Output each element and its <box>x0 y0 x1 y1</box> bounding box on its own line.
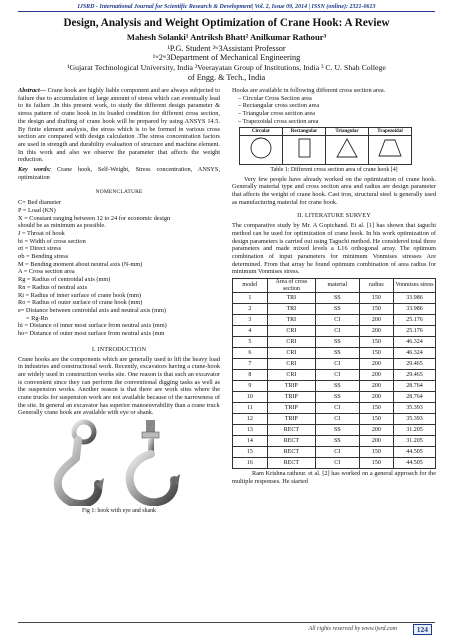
footer-text: All rights reserved by www.ijsrd.com <box>308 626 397 632</box>
paragraph-optimization: Very few people have already worked on the optimization of crane hook. Generally material type and cross section area and radius are design parameter that affects the weight of crane hook. Cast iron, structural steel is generally used as manufacturing material for crane hook. <box>232 175 436 206</box>
table-cell: 200 <box>359 392 393 403</box>
authors: Mahesh Solanki¹ Antriksh Bhatt² Anilkumar Rathour³ <box>126 32 327 42</box>
table-cell: CRI <box>267 359 315 370</box>
table-cell: 25.176 <box>394 326 436 337</box>
literature-heading: II. LITERATURE SURVEY <box>297 212 371 220</box>
table-cell: 200 <box>359 326 393 337</box>
nomenclature-item: C= Bed diameter <box>18 199 62 207</box>
figure-1-caption: Fig 1: hook with eye and shank <box>82 508 156 515</box>
table-cell: TRIP <box>267 381 315 392</box>
table-1-caption: Table 1: Different cross section area of crane hook [4] <box>270 166 398 173</box>
table-row <box>233 337 436 348</box>
table-cell: 31.205 <box>394 425 436 436</box>
nomenclature-item: M = Bending moment about neutral axis (N-mm) <box>18 260 143 268</box>
shape-header: Triangular <box>326 127 369 136</box>
list-item: – Trapezoidal cross section area <box>238 117 319 125</box>
nomenclature-item: ho= Distance of outer most surface from neutral axis (mm <box>18 330 165 338</box>
table-row <box>233 326 436 337</box>
table-row <box>233 304 436 315</box>
cross-section-list <box>232 95 436 126</box>
table-cell: TRIP <box>267 414 315 425</box>
table-cell: SS <box>315 293 359 304</box>
nomenclature-item: J = Throat of hook <box>18 229 65 237</box>
affiliation-line-4: of Engg. & Tech., India <box>187 73 266 82</box>
table-cell: 29.465 <box>394 359 436 370</box>
table-cell: 4 <box>233 326 268 337</box>
table-row <box>233 315 436 326</box>
crane-hook-illustration <box>18 418 220 506</box>
column-header: material <box>315 279 359 293</box>
table-cell: 5 <box>233 337 268 348</box>
paper-title: Design, Analysis and Weight Optimization of Crane Hook: A Review <box>63 17 390 29</box>
intro-paragraph-2: Generally crane hook are available with eye or shank. <box>18 409 154 417</box>
table-cell: 1 <box>233 293 268 304</box>
table-cell: RECT <box>267 436 315 447</box>
shape-header: Circular <box>240 127 283 136</box>
table-cell: 6 <box>233 348 268 359</box>
nomenclature-item: e= Distance between centroidal axis and neutral axis (mm) <box>18 306 166 314</box>
table-row <box>233 348 436 359</box>
table-cell: TRIP <box>267 392 315 403</box>
table-cell: SS <box>315 381 359 392</box>
table-cell: 31.205 <box>394 436 436 447</box>
nomenclature-item: Rg = Radius of centroidal axis (mm) <box>18 276 111 284</box>
page-footer <box>18 622 435 634</box>
table-cell: 200 <box>359 425 393 436</box>
closing-paragraph: Ram Krishna rathour. et al. [2] has worked on a general approach for the multiple responses. He started <box>232 470 436 485</box>
table-row <box>233 381 436 392</box>
nomenclature-item: = Rg-Rn <box>26 314 48 322</box>
literature-paragraph: The comparative study by Mr. A Gopichand. Et al. [1] has shown that taguchi method can be used for optimization of crane hook. In his work optimization of design parameters is carried out using Taguchi method. He considered total three parameters and made mixed levels a L16 orthogonal array. The optimum combination of input parameters for minimum Vonmises stresses Are determined. From that array he found optimum combination of area radius for minimum Vonmises stress. <box>232 222 436 276</box>
table-cell: 200 <box>359 370 393 381</box>
trapezoid-icon <box>371 136 409 160</box>
table-row <box>233 293 436 304</box>
table-cell: 10 <box>233 392 268 403</box>
eye-hook-icon <box>58 422 104 504</box>
list-item: – Rectangular cross section area <box>238 102 320 110</box>
table-cell: SS <box>315 425 359 436</box>
table-cell: TRIP <box>267 403 315 414</box>
column-header: Vonmises stress <box>394 279 436 293</box>
table-cell: CI <box>315 370 359 381</box>
keywords-text: Crane hook, Self-Weight, Stress concentration, ANSYS, optimization <box>18 166 220 181</box>
table-cell: 44.505 <box>394 458 436 469</box>
table-cell: SS <box>315 392 359 403</box>
keywords <box>18 166 220 181</box>
table-row <box>233 447 436 458</box>
nomenclature-item: bi = Width of cross section <box>18 237 86 245</box>
table-cell: 44.505 <box>394 447 436 458</box>
table-cell: CI <box>315 403 359 414</box>
cross-section-shapes-table <box>239 127 412 165</box>
table-row <box>233 370 436 381</box>
triangle-icon <box>328 136 366 160</box>
left-column <box>18 87 220 517</box>
table-cell: 2 <box>233 304 268 315</box>
table-cell: CRI <box>267 370 315 381</box>
table-row <box>233 458 436 469</box>
shank-hook-icon <box>130 420 180 502</box>
table-cell: 29.465 <box>394 370 436 381</box>
cross-section-intro: Hooks are available in following different cross section area. <box>232 87 386 94</box>
table-cell: CI <box>315 414 359 425</box>
nomenclature-item: σb = Bending stress <box>18 253 69 261</box>
nomenclature-item: σt = Direct stress <box>18 245 62 253</box>
table-cell: 200 <box>359 436 393 447</box>
affiliation-line-1: ¹P.G. Student ²ʷ3Assistant Professor <box>167 44 286 53</box>
nomenclature-item: Rn = Radius of neutral axis <box>18 283 88 291</box>
table-cell: CRI <box>267 326 315 337</box>
table-cell: 28.764 <box>394 381 436 392</box>
list-item: – Triangular cross section area <box>238 110 315 118</box>
table-cell: 9 <box>233 381 268 392</box>
table-cell: SS <box>315 304 359 315</box>
table-cell: RECT <box>267 425 315 436</box>
figure-1 <box>18 418 220 506</box>
journal-header: IJSRD - International Journal for Scientific Research & Development| Vol. 2, Issue 09, 2014 | ISSN (online): 2321-0613 <box>18 4 435 12</box>
table-row <box>233 403 436 414</box>
table-cell: RECT <box>267 458 315 469</box>
table-cell: CRI <box>267 348 315 359</box>
table-cell: 200 <box>359 315 393 326</box>
table-row <box>233 359 436 370</box>
table-cell: CI <box>315 447 359 458</box>
circle-shape-cell <box>240 136 283 165</box>
nomenclature-item: Ro = Radius of outer surface of crane hook (mm) <box>18 299 143 307</box>
table-cell: 200 <box>359 359 393 370</box>
abstract <box>18 87 220 164</box>
table-cell: SS <box>315 436 359 447</box>
page-number: 124 <box>413 624 432 635</box>
abstract-text: Crane hook are highly liable component and are always subjected to failure due to accumulation of large amount of stress which can eventually lead to its failure .In this present work, to study the different design parameter & stress pattern of crane hook in its loaded condition for different cross section, the design and drafting of crane hook will be prepared by using ANSYS 14.5. By finite element analysis, the stress which is to be formed in various cross section are compared with design calculation .The stress concentration factors are used in strength and durability evaluation of structure and machine element. In this work and also we observe the parameter that affects the weight reduction. <box>18 87 220 164</box>
table-cell: 16 <box>233 458 268 469</box>
table-cell: 8 <box>233 370 268 381</box>
table-row <box>233 436 436 447</box>
column-header: model <box>233 279 268 293</box>
right-column <box>232 87 436 486</box>
table-cell: 13 <box>233 425 268 436</box>
table-cell: 28.764 <box>394 392 436 403</box>
table-cell: TRI <box>267 304 315 315</box>
table-row <box>233 414 436 425</box>
keywords-label: Key words: <box>18 166 52 174</box>
table-cell: 7 <box>233 359 268 370</box>
table-row <box>233 392 436 403</box>
nomenclature-item: A = Cross section area <box>18 268 75 276</box>
table-cell: 150 <box>359 348 393 359</box>
nomenclature-item: X = Constant ranging between 12 to 24 for economic design <box>18 214 171 222</box>
table-cell: 12 <box>233 414 268 425</box>
table-cell: CI <box>315 458 359 469</box>
nomenclature-item: hi = Distance of inner most surface from neutral axis (mm) <box>18 322 167 330</box>
intro-paragraph: Crane hooks are the components which are generally used to lift the heavy load in industries and constructional work. Recently, excavators having a crane-hook are widely used in construction works site. One reason is that such an excavator is convenient since they can perform the conventional digging tasks as well as the suspension works. Another reason is that there are work sites where the crane trucks for suspension work are not available because of the narrowness of the site. In general an excavator has superior manoeuvrability than a crane truck <box>18 355 220 409</box>
rectangle-icon <box>285 136 323 160</box>
table-cell: 11 <box>233 403 268 414</box>
nomenclature-heading: NOMENCLATURE <box>95 189 143 196</box>
table-cell: RECT <box>267 447 315 458</box>
table-cell: SS <box>315 348 359 359</box>
circle-icon <box>242 136 280 160</box>
table-cell: CI <box>315 315 359 326</box>
table-cell: TRI <box>267 315 315 326</box>
table-cell: 25.176 <box>394 315 436 326</box>
table-cell: 200 <box>359 381 393 392</box>
intro-heading: I. INTRODUCTION <box>91 345 147 353</box>
nomenclature-item: P = Load (KN) <box>18 206 56 214</box>
table-cell: 35.393 <box>394 414 436 425</box>
trapezoid-shape-cell <box>369 136 412 165</box>
nomenclature-list <box>18 199 220 338</box>
column-header: Area of cross section <box>267 279 315 293</box>
rectangle-shape-cell <box>283 136 326 165</box>
table-cell: 46.324 <box>394 348 436 359</box>
table-cell: 150 <box>359 403 393 414</box>
table-header-row <box>233 279 436 293</box>
triangle-shape-cell <box>326 136 369 165</box>
table-cell: 150 <box>359 293 393 304</box>
table-cell: CI <box>315 326 359 337</box>
shape-header: Rectangular <box>283 127 326 136</box>
table-cell: CI <box>315 359 359 370</box>
column-header: radius <box>359 279 393 293</box>
table-cell: TRI <box>267 293 315 304</box>
table-row <box>233 425 436 436</box>
taguchi-results-table <box>232 278 436 469</box>
table-cell: SS <box>315 337 359 348</box>
table-cell: 15 <box>233 447 268 458</box>
shape-header: Trapezoidal <box>369 127 412 136</box>
abstract-label: Abstract— <box>18 87 46 94</box>
table-cell: 150 <box>359 304 393 315</box>
table-cell: 46.324 <box>394 337 436 348</box>
nomenclature-item: Ri = Radius of inner surface of crane hook (mm) <box>18 291 141 299</box>
list-item: – Circular Cross Section area <box>238 94 312 102</box>
affiliation-line-2: ¹ʷ2ʷ3Department of Mechanical Engineering <box>152 53 301 62</box>
nomenclature-item: should be as minimum as possible. <box>18 222 106 230</box>
affiliation-line-3: ¹Gujarat Technological University, India ²Veerayatan Group of Institutions, India ³ C. U. Shah College <box>67 63 386 72</box>
table-cell: 33.986 <box>394 304 436 315</box>
table-cell: 14 <box>233 436 268 447</box>
table-cell: 33.986 <box>394 293 436 304</box>
table-cell: 150 <box>359 337 393 348</box>
table-cell: 150 <box>359 458 393 469</box>
table-cell: 35.393 <box>394 403 436 414</box>
table-cell: 150 <box>359 447 393 458</box>
table-cell: CRI <box>267 337 315 348</box>
table-cell: 3 <box>233 315 268 326</box>
table-cell: 150 <box>359 414 393 425</box>
